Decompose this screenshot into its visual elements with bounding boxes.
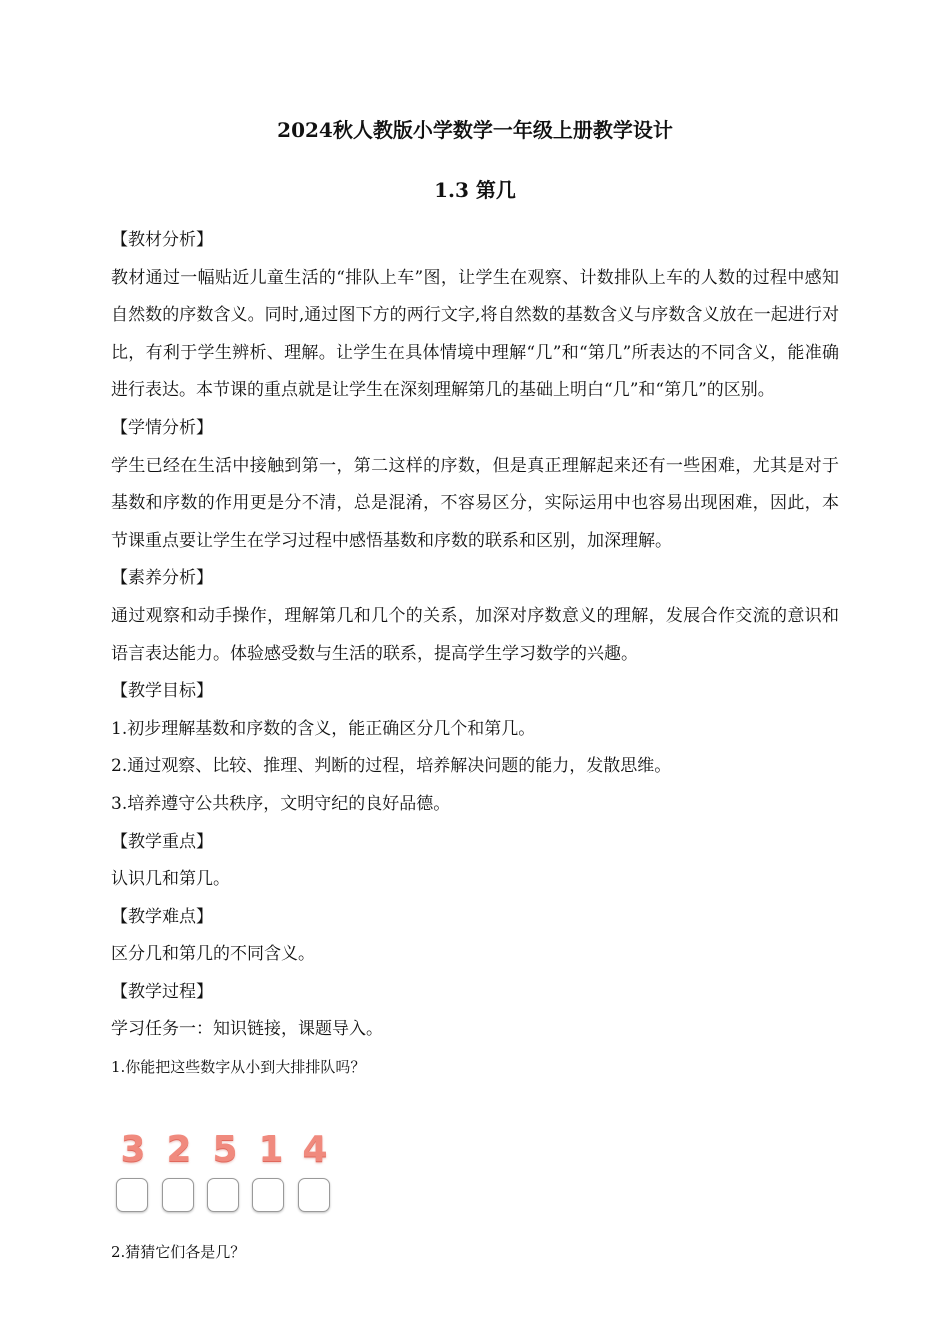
section-text: 认识几和第几。: [111, 869, 230, 890]
objective-item: 2.通过观察、比较、推理、判断的过程，培养解决问题的能力，发散思维。: [111, 756, 672, 777]
task-title: 学习任务一：知识链接，课题导入。: [111, 1019, 383, 1040]
question-2: 2.猜猜它们各是几？: [111, 1243, 246, 1261]
number-digit: 4: [302, 1129, 328, 1170]
section-heading: 【教学难点】: [111, 906, 213, 927]
section-text: 学生已经在生活中接触到第一，第二这样的序数，但是真正理解起来还有一些困难，尤其是对于基数和序数的作用更是分不清，总是混淆，不容易区分，实际运用中也容易出现困难，因此，本节课重点要让学生在学习过程中感悟基数和序数的联系和区别，加深理解。: [111, 455, 839, 551]
objective-item: 1.初步理解基数和序数的含义，能正确区分几个和第几。: [111, 718, 536, 739]
number-digit: 2: [166, 1129, 192, 1170]
number-row: [116, 1130, 346, 1170]
question-1: 1.你能把这些数字从小到大排排队吗？: [111, 1058, 366, 1077]
lesson-title: 1.3 第几: [434, 178, 516, 202]
section-heading: 【教材分析】: [111, 230, 213, 250]
section-heading: 【教学目标】: [111, 681, 213, 702]
section-text: 教材通过一幅贴近儿童生活的“排队上车”图，让学生在观察、计数排队上车的人数的过程中感知自然数的序数含义。同时,通过图下方的两行文字,将自然数的基数含义与序数含义放在一起进行对比，有利于学生辨析、理解。让学生在具体情境中理解“几”和“第几”所表达的不同含义，能准确进行表达。本节课的重点就是让学生在深刻理解第几的基础上明白“几”和“第几”的区别。: [111, 267, 839, 401]
objective-item: 3.培养遵守公共秩序，文明守纪的良好品德。: [111, 793, 451, 814]
section-text: 通过观察和动手操作，理解第几和几个的关系，加深对序数意义的理解，发展合作交流的意识和语言表达能力。体验感受数与生活的联系，提高学生学习数学的兴趣。: [111, 605, 839, 664]
answer-box[interactable]: [116, 1178, 148, 1212]
section-heading: 【素养分析】: [111, 568, 213, 589]
answer-box[interactable]: [252, 1178, 284, 1212]
section-heading: 【学情分析】: [111, 417, 213, 438]
answer-box[interactable]: [162, 1178, 194, 1212]
answer-box[interactable]: [207, 1178, 239, 1212]
number-digit: 5: [212, 1129, 238, 1170]
section-text: 区分几和第几的不同含义。: [111, 944, 315, 965]
section-heading: 【教学重点】: [111, 831, 213, 852]
answer-box[interactable]: [298, 1178, 330, 1212]
document-title: 2024秋人教版小学数学一年级上册教学设计: [277, 118, 673, 142]
answer-box-row: [114, 1178, 334, 1214]
number-digit: 3: [120, 1129, 146, 1170]
section-heading: 【教学过程】: [111, 981, 213, 1002]
document-body: [111, 222, 839, 1087]
number-digit: 1: [258, 1129, 284, 1170]
